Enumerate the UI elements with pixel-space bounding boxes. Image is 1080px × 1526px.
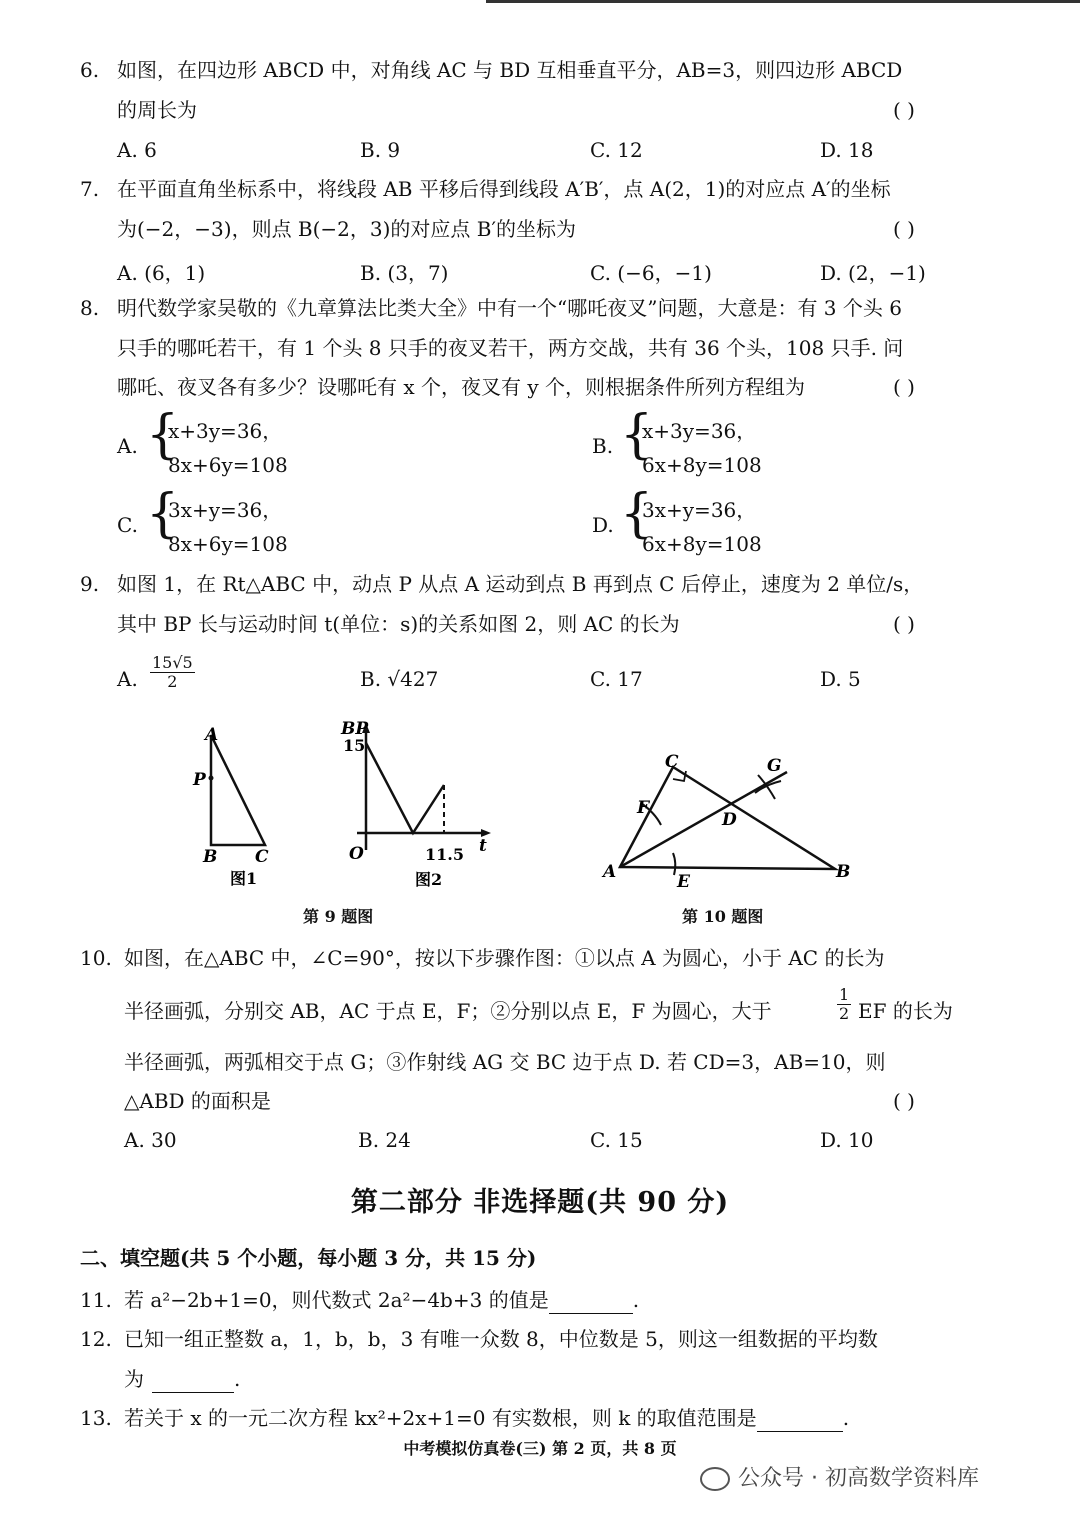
- q6-option-b: B. 9: [360, 138, 401, 162]
- q8-a-eq2: 8x+6y=108: [168, 453, 288, 477]
- q6-number: 6.: [80, 58, 100, 82]
- q9-line2: 其中 BP 长与运动时间 t(单位：s)的关系如图 2，则 AC 的长为: [117, 612, 680, 636]
- label-b: B: [203, 847, 218, 867]
- page-footer: 中考模拟仿真卷(三) 第 2 页，共 8 页: [403, 1439, 677, 1458]
- q10-option-b: B. 24: [358, 1128, 411, 1152]
- q9-option-c: C. 17: [590, 667, 643, 691]
- q8-d-eq1: 3x+y=36，: [642, 498, 757, 522]
- q12-number: 12.: [80, 1327, 112, 1351]
- q13-number: 13.: [80, 1406, 112, 1430]
- fig1-caption: 图1: [230, 869, 258, 888]
- label-f: F: [637, 798, 650, 818]
- arc-e: [673, 853, 675, 875]
- q10-line2b: EF 的长为: [858, 999, 953, 1023]
- top-rule: [486, 0, 1080, 3]
- q9-a-denominator: 2: [167, 672, 178, 691]
- q9-option-d: D. 5: [820, 667, 861, 691]
- watermark-text: 公众号 · 初高数学资料库: [738, 1466, 979, 1491]
- q8-option-c-system: [146, 484, 346, 564]
- label-a: A: [603, 862, 617, 882]
- q9-answer-paren: ( ): [893, 612, 915, 636]
- q10-line4: △ABD 的面积是: [124, 1089, 271, 1113]
- q7-line2: 为(−2，−3)，则点 B(−2，3)的对应点 B′的坐标为: [117, 217, 577, 241]
- q8-option-a-label: A.: [117, 434, 138, 458]
- q6-option-a: A. 6: [117, 138, 157, 162]
- q8-option-b-label: B.: [592, 434, 614, 458]
- q10-figure: [595, 745, 865, 895]
- label-e: E: [677, 872, 690, 892]
- q11-number: 11.: [80, 1288, 112, 1312]
- x-tick-11-5: 11.5: [425, 845, 464, 864]
- q8-b-eq1: x+3y=36，: [642, 419, 757, 443]
- q8-option-c-label: C.: [117, 513, 138, 537]
- q9-a-numerator: 15√5: [152, 653, 193, 672]
- q7-answer-paren: ( ): [893, 217, 915, 241]
- q7-number: 7.: [80, 177, 100, 201]
- q8-option-d-label: D.: [592, 513, 614, 537]
- q8-option-a-system: [146, 405, 346, 485]
- q7-line1: 在平面直角坐标系中，将线段 AB 平移后得到线段 A′B′，点 A(2，1)的对应点 A′的坐标: [117, 177, 891, 201]
- q13-answer-blank[interactable]: [757, 1409, 843, 1432]
- q8-a-eq1: x+3y=36，: [168, 419, 283, 443]
- q12-line2: [124, 1365, 240, 1393]
- q10-number: 10.: [80, 946, 112, 970]
- brace-icon: {: [620, 405, 654, 465]
- q12-line1: 已知一组正整数 a，1，b，b，3 有唯一众数 8，中位数是 5，则这一组数据的平均数: [124, 1327, 878, 1351]
- q7-option-b: B. (3，7): [360, 261, 449, 285]
- q8-answer-paren: ( ): [893, 375, 915, 399]
- label-a: A: [205, 725, 219, 745]
- y-label-bp: BP: [341, 719, 369, 739]
- q8-line1: 明代数学家吴敬的《九章算法比类大全》中有一个“哪吒夜叉”问题，大意是：有 3 个头 6: [117, 296, 902, 320]
- q9-option-b: B. √427: [360, 667, 439, 691]
- q13-period: .: [842, 1406, 850, 1430]
- q10-fraction-half: [837, 986, 851, 1023]
- q11-answer-blank[interactable]: [549, 1291, 633, 1314]
- section2-heading: 二、填空题(共 5 个小题，每小题 3 分，共 15 分): [80, 1246, 537, 1270]
- q9-option-a-fraction: [150, 654, 195, 691]
- q9-number: 9.: [80, 572, 100, 596]
- q7-option-c: C. (−6，−1): [590, 261, 712, 285]
- q6-line2: 的周长为: [117, 98, 197, 122]
- q12-period: .: [234, 1367, 241, 1391]
- watermark: [700, 1461, 979, 1492]
- q10-line3: 半径画弧，两弧相交于点 G；③作射线 AG 交 BC 边于点 D. 若 CD=3，AB=10，则: [124, 1050, 886, 1074]
- q13-line: [124, 1404, 849, 1432]
- label-g: G: [767, 756, 782, 776]
- label-d: D: [722, 810, 737, 830]
- q8-option-b-system: [620, 405, 820, 485]
- q6-line1: 如图，在四边形 ABCD 中，对角线 AC 与 BD 互相垂直平分，AB=3，则四边形 ABCD: [117, 58, 903, 82]
- q11-period: .: [632, 1288, 640, 1312]
- q9-figure-1: [185, 720, 295, 895]
- q10-figure-caption: 第 10 题图: [682, 907, 764, 926]
- q7-option-d: D. (2，−1): [820, 261, 926, 285]
- brace-icon: {: [146, 405, 180, 465]
- origin-label: O: [349, 844, 364, 864]
- bp-graph-line: [366, 743, 444, 833]
- q10-answer-paren: ( ): [893, 1089, 915, 1113]
- y-tick-15: 15: [343, 736, 366, 755]
- x-label-t: t: [479, 836, 487, 856]
- q10-frac-denominator: 2: [839, 1004, 850, 1023]
- part2-heading: 第二部分 非选择题(共 90 分): [350, 1187, 730, 1218]
- wechat-icon: [700, 1467, 730, 1491]
- q12-text: 为: [124, 1367, 144, 1391]
- q11-text: 若 a²−2b+1=0，则代数式 2a²−4b+3 的值是: [124, 1288, 549, 1312]
- label-c: C: [255, 847, 269, 867]
- q9-option-a-label: A.: [117, 667, 138, 691]
- brace-icon: {: [146, 484, 180, 544]
- q7-option-a: A. (6，1): [117, 261, 206, 285]
- brace-icon: {: [620, 484, 654, 544]
- q13-text: 若关于 x 的一元二次方程 kx²+2x+1=0 有实数根，则 k 的取值范围是: [124, 1406, 757, 1430]
- q8-b-eq2: 6x+8y=108: [642, 453, 762, 477]
- q9-figure-caption: 第 9 题图: [303, 907, 374, 926]
- point-p: [209, 776, 214, 781]
- label-c: C: [665, 752, 679, 772]
- q10-line2a: 半径画弧，分别交 AB，AC 于点 E，F；②分别以点 E，F 为圆心，大于: [124, 999, 772, 1023]
- q6-option-c: C. 12: [590, 138, 643, 162]
- q12-answer-blank[interactable]: [152, 1370, 234, 1393]
- fig2-caption: 图2: [415, 870, 443, 889]
- q8-line2: 只手的哪吒若干，有 1 个头 8 只手的夜叉若干，两方交战，共有 36 个头，108 只手. 问: [117, 336, 904, 360]
- q10-option-d: D. 10: [820, 1128, 874, 1152]
- q8-line3: 哪吒、夜叉各有多少？设哪吒有 x 个，夜叉有 y 个，则根据条件所列方程组为: [117, 375, 806, 399]
- q8-number: 8.: [80, 296, 100, 320]
- label-p: P: [193, 770, 206, 790]
- triangle-abc: [211, 735, 265, 845]
- q8-c-eq1: 3x+y=36，: [168, 498, 283, 522]
- q6-option-d: D. 18: [820, 138, 874, 162]
- q11-line: [124, 1286, 639, 1314]
- label-b: B: [836, 862, 851, 882]
- q8-option-d-system: [620, 484, 820, 564]
- q9-figure-2: [335, 715, 495, 895]
- q10-option-a: A. 30: [124, 1128, 177, 1152]
- q8-c-eq2: 8x+6y=108: [168, 532, 288, 556]
- q8-d-eq2: 6x+8y=108: [642, 532, 762, 556]
- q10-frac-numerator: 1: [839, 985, 850, 1004]
- q9-line1: 如图 1，在 Rt△ABC 中，动点 P 从点 A 运动到点 B 再到点 C 后停止，速度为 2 单位/s，: [117, 572, 924, 596]
- q10-option-c: C. 15: [590, 1128, 643, 1152]
- q10-line1: 如图，在△ABC 中，∠C=90°，按以下步骤作图：①以点 A 为圆心，小于 AC 的长为: [124, 946, 885, 970]
- q6-answer-paren: ( ): [893, 98, 915, 122]
